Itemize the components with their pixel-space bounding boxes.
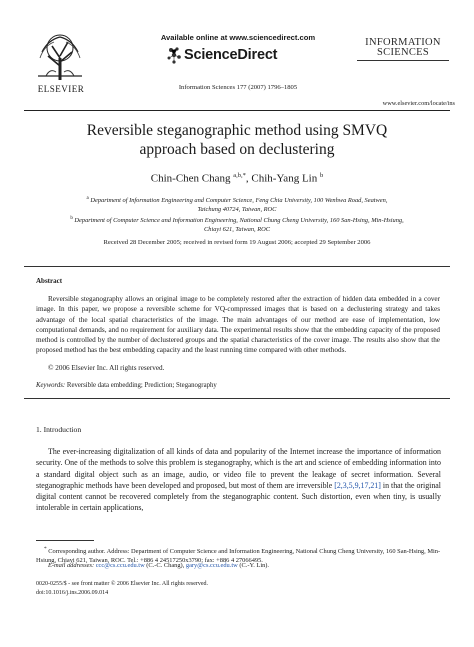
affiliation-a-text: Department of Information Engineering and Computer Science, Feng Chia University, 100 Wenhwa Road, Seatwen, <box>90 197 388 205</box>
elsevier-wordmark: ELSEVIER <box>37 84 85 94</box>
journal-logo-line1: INFORMATION <box>365 37 441 48</box>
introduction-text <box>36 446 441 514</box>
author-list: Chin-Chen Chang $^{a,b,*}$, Chih-Yang Lin $^b$ <box>150 172 324 185</box>
affiliation-a-mark: a <box>86 196 89 201</box>
journal-logo <box>355 38 451 61</box>
introduction-heading: 1. Introduction <box>36 425 82 434</box>
email2-owner: (C.-Y. Lin). <box>237 562 270 569</box>
email1-link[interactable]: ccc@cs.ccu.edu.tw <box>95 562 145 569</box>
abstract-text: Reversible steganography allows an original image to be completely restored after the extraction of hidden data embedded in a cover image. In this paper, we propose a reversible scheme for VQ-compressed images that is based on a declustering strategy and takes advantage of the local spatial characteristics of the image. The main advantages of our method are ease of implementation, low computational demands, and no requirement for auxiliary data. The experimental results show that the embedding capacity of the proposed method is controlled by the number of declustered groups and the spatial characteristics of the cover image. The results also show that the proposed method has the best embedding capacity and the least running time compared with other methods. <box>36 295 440 355</box>
abstract-copyright: © 2006 Elsevier Inc. All rights reserved. <box>48 364 165 372</box>
journal-url-link[interactable]: www.elsevier.com/locate/ins <box>382 100 455 107</box>
journal-reference: Information Sciences 177 (2007) 1796–1805 <box>178 84 298 91</box>
journal-logo-rule <box>357 60 449 61</box>
intro-text-part2: in that the original digital content cannot be recovered completely from the steganographic content. Such distortion, even when tiny, is usually intolerable in certain applications, <box>36 480 441 513</box>
title-line1: Reversible steganographic method using SMVQ <box>86 122 388 139</box>
affiliation-b-text: Department of Computer Science and Information Engineering, National Chung Cheng University, 160 San-Hsing, Min-Hsiung, <box>74 217 404 225</box>
intro-text-part1: The ever-increasing digitalization of all kinds of data and popularity of the Internet increase the importance of information security. One of the methods to solve this problem is steganography, which is the art and science of embedding information into a standard digital object such as an image, audio, or video file to prevent the leakage of secret information. Several steganographic methods have been developed and proposed, but most of them are irreversible <box>36 447 441 490</box>
available-online-text[interactable]: Available online at www.sciencedirect.com <box>160 33 316 42</box>
author1-name: Chin-Chen Chang <box>150 172 231 185</box>
issn-line: 0020-0255/$ - see front matter © 2006 Elsevier Inc. All rights reserved. <box>36 581 209 587</box>
footnote-mark: * <box>44 546 47 552</box>
author2-marks[interactable]: b <box>319 172 324 179</box>
header-divider <box>24 110 450 111</box>
author1-marks[interactable]: a,b,* <box>233 172 246 179</box>
abstract-bottom-divider <box>24 398 450 399</box>
citation-link[interactable]: [2,3,5,9,17,21] <box>334 480 381 490</box>
elsevier-tree-logo <box>34 32 86 84</box>
title-line2: approach based on declustering <box>139 141 335 158</box>
affiliation-b-mark: b <box>70 216 73 221</box>
affiliation-b-text2: Chiayi 621, Taiwan, ROC <box>204 225 270 233</box>
email-label: E-mail addresses: <box>48 562 95 569</box>
keywords-list: Reversible data embedding; Prediction; Steganography <box>66 382 217 389</box>
affiliation-b <box>27 215 447 234</box>
doi-line[interactable]: doi:10.1016/j.ins.2006.09.014 <box>36 590 109 596</box>
keywords <box>36 382 217 389</box>
received-dates: Received 28 December 2005; received in revised form 19 August 2006; accepted 29 September 2006 <box>103 239 371 246</box>
email1-owner: (C.-C. Chang), <box>144 562 186 569</box>
abstract-top-divider <box>24 266 450 267</box>
abstract-heading: Abstract <box>36 277 63 285</box>
journal-logo-line2: SCIENCES <box>377 47 429 58</box>
email-footnote <box>48 562 441 571</box>
author2-name: Chih-Yang Lin <box>251 172 318 185</box>
email2-link[interactable]: gary@cs.ccu.edu.tw <box>185 562 238 569</box>
footnote-divider <box>36 540 94 541</box>
sciencedirect-wordmark: ScienceDirect <box>184 47 278 63</box>
corresponding-text: Corresponding author. Address: Department of Computer Science and Information Engineering, National Chung Cheng University, 160 San-Hsing, Min-Hsiung, Chiayi 621, Taiwan, ROC. Tel.: +886 4 24517250x3790; fax: +886 4 27066495. <box>36 548 441 564</box>
affiliation-a-text2: Taichung 40724, Taiwan, ROC <box>197 205 277 213</box>
keywords-label: Keywords: <box>36 382 66 389</box>
affiliation-a <box>27 195 447 214</box>
sciencedirect-logo-icon <box>166 45 182 67</box>
article-title <box>60 121 414 159</box>
